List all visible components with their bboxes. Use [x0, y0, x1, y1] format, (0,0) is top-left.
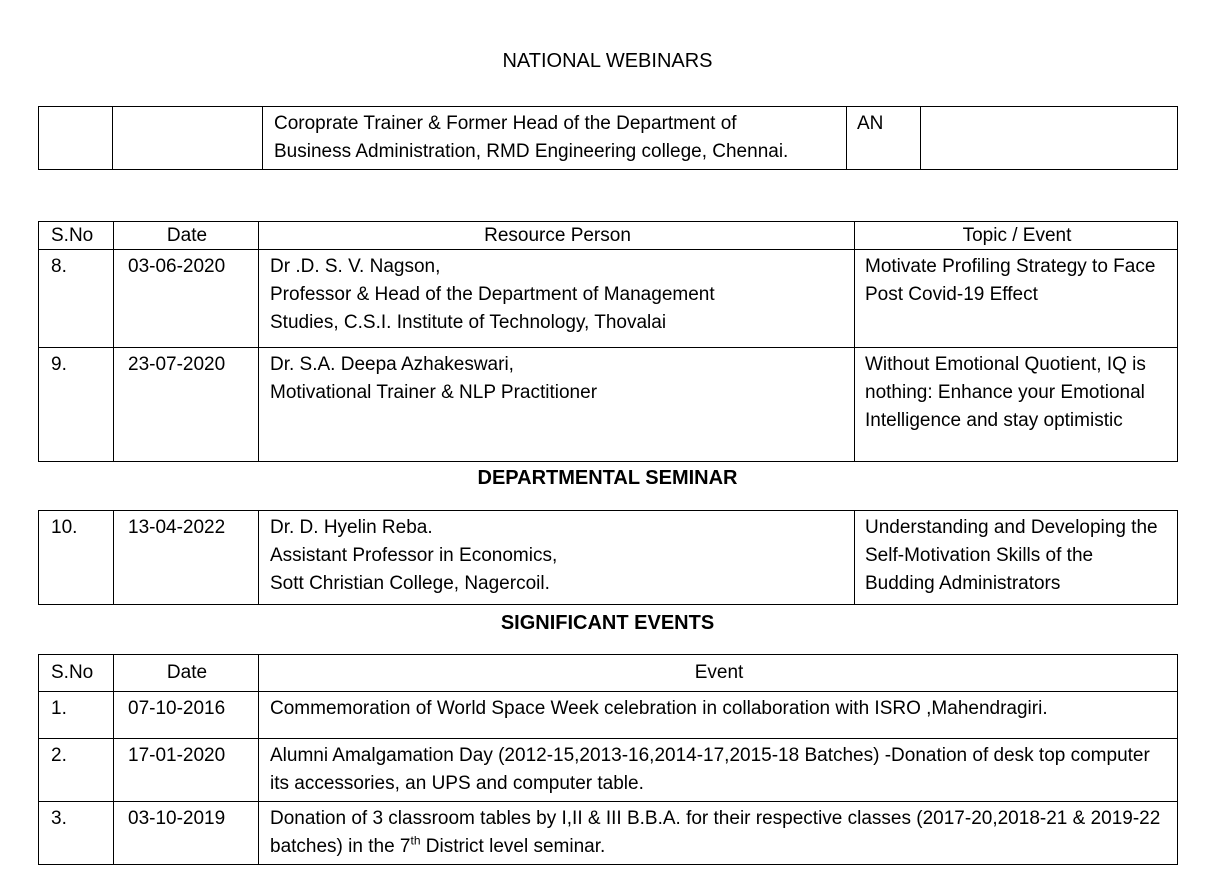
resource-line: Coroprate Trainer & Former Head of the Department of — [274, 113, 737, 134]
section-title-departmental-seminar: DEPARTMENTAL SEMINAR — [477, 467, 738, 489]
header-sno: S.No — [39, 655, 114, 692]
resource-line: Business Administration, RMD Engineering college, Chennai. — [274, 141, 789, 162]
document-body — [0, 49, 1220, 865]
resource-line: Sott Christian College, Nagercoil. — [270, 573, 550, 594]
sno-cell-empty — [39, 107, 113, 170]
table-row — [39, 107, 1178, 170]
significant-events-table — [38, 654, 1178, 865]
resource-line: Assistant Professor in Economics, — [270, 545, 558, 566]
resource-person-cell — [259, 250, 855, 348]
departmental-seminar-table — [38, 510, 1178, 605]
resource-person-cell — [259, 511, 855, 605]
webinars-continuation-table — [38, 106, 1178, 170]
resource-line: Professor & Head of the Department of Management — [270, 284, 715, 305]
topic-cell-empty — [921, 107, 1178, 170]
resource-line: Dr .D. S. V. Nagson, — [270, 256, 441, 277]
date-cell: 23-07-2020 — [114, 348, 259, 462]
resource-line: Studies, C.S.I. Institute of Technology, Thovalai — [270, 312, 667, 333]
session-cell: AN — [847, 107, 921, 170]
topic-cell: Motivate Profiling Strategy to Face Post Covid-19 Effect — [855, 250, 1178, 348]
section-title-significant-events: SIGNIFICANT EVENTS — [500, 612, 715, 634]
sno-cell: 10. — [39, 511, 114, 605]
table-row — [39, 802, 1178, 865]
date-cell: 13-04-2022 — [114, 511, 259, 605]
ordinal-superscript: th — [410, 833, 421, 848]
header-date: Date — [114, 655, 259, 692]
table-header-row — [39, 222, 1178, 250]
national-webinars-table — [38, 221, 1178, 462]
table-row — [39, 511, 1178, 605]
resource-line: Motivational Trainer & NLP Practitioner — [270, 382, 598, 403]
topic-cell: Without Emotional Quotient, IQ is nothing: Enhance your Emotional Intelligence and stay optimistic — [855, 348, 1178, 462]
event-cell — [259, 802, 1178, 865]
header-resource-person: Resource Person — [259, 222, 855, 250]
header-sno: S.No — [39, 222, 114, 250]
sno-cell: 3. — [39, 802, 114, 865]
section-title-national-webinars: NATIONAL WEBINARS — [502, 50, 713, 72]
table-row — [39, 692, 1178, 739]
table-row — [39, 250, 1178, 348]
resource-line: Dr. D. Hyelin Reba. — [270, 517, 433, 538]
table-row — [39, 348, 1178, 462]
sno-cell: 2. — [39, 739, 114, 802]
resource-line: Dr. S.A. Deepa Azhakeswari, — [270, 354, 514, 375]
event-cell: Alumni Amalgamation Day (2012-15,2013-16,2014-17,2015-18 Batches) -Donation of desk top computer its accessories, an UPS and computer table. — [259, 739, 1178, 802]
date-cell: 03-06-2020 — [114, 250, 259, 348]
date-cell: 03-10-2019 — [114, 802, 259, 865]
table-header-row — [39, 655, 1178, 692]
date-cell: 07-10-2016 — [114, 692, 259, 739]
topic-cell: Understanding and Developing the Self-Motivation Skills of the Budding Administrators — [855, 511, 1178, 605]
header-topic-event: Topic / Event — [855, 222, 1178, 250]
event-cell: Commemoration of World Space Week celebration in collaboration with ISRO ,Mahendragiri. — [259, 692, 1178, 739]
date-cell: 17-01-2020 — [114, 739, 259, 802]
event-text-after-superscript: District level seminar. — [420, 836, 606, 857]
header-date: Date — [114, 222, 259, 250]
sno-cell: 1. — [39, 692, 114, 739]
table-row — [39, 739, 1178, 802]
sno-cell: 8. — [39, 250, 114, 348]
header-event: Event — [259, 655, 1178, 692]
resource-person-cell — [259, 348, 855, 462]
sno-cell: 9. — [39, 348, 114, 462]
resource-person-cell — [263, 107, 847, 170]
event-text-before-superscript: Donation of 3 classroom tables by I,II & III B.B.A. for their respective classes (2017-20,2018-21 & 2019-22 batches) in the 7 — [270, 808, 1161, 857]
date-cell-empty — [113, 107, 263, 170]
